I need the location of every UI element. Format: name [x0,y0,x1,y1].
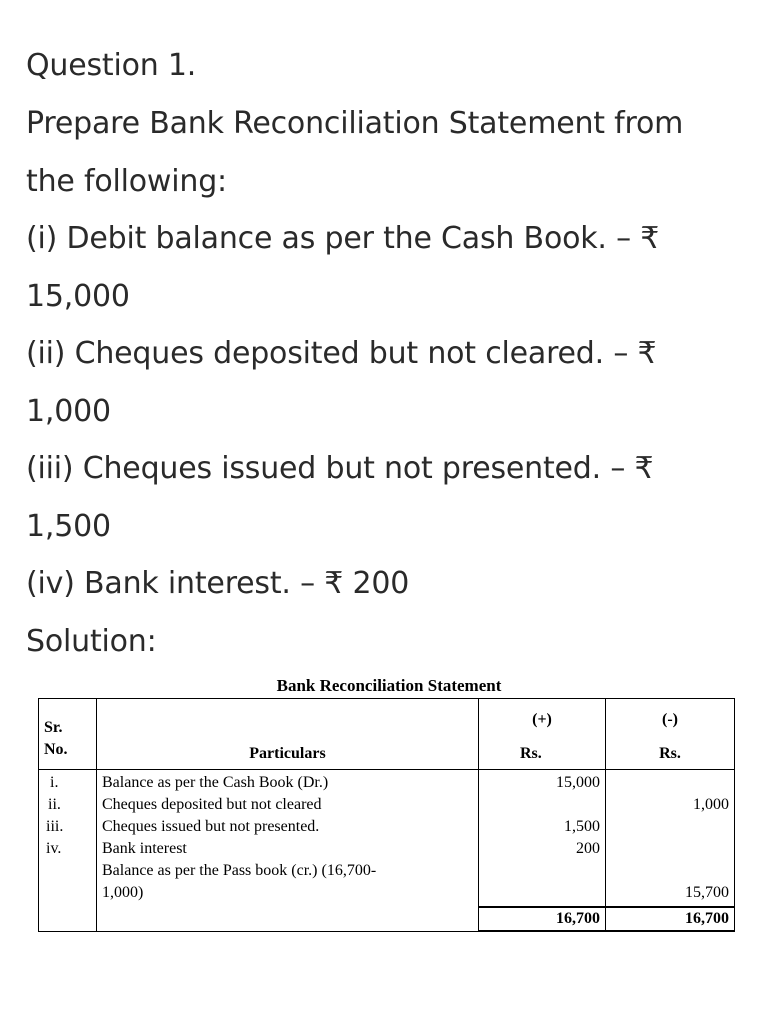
plus-header [479,699,606,770]
particulars-column [97,770,479,908]
balance-particulars-line1: Balance as per the Pass book (cr.) (16,700- [102,862,377,879]
sr-cell: i. [50,774,59,791]
statement-title: Bank Reconciliation Statement [276,676,502,695]
minus-sign: (-) [662,711,678,728]
balance-minus-amount: 15,700 [685,884,729,901]
particulars-header [97,699,479,770]
particulars-header-label: Particulars [249,745,326,762]
sr-column [39,770,97,908]
minus-unit: Rs. [659,745,681,762]
totals-row [39,907,735,931]
particulars-cell: Cheques issued but not presented. [102,818,320,835]
question-line-3: (i) Debit balance as per the Cash Book. – ₹ [26,221,660,256]
totals-sr-cell [39,907,97,931]
question-line-2: the following: [26,164,227,199]
totals-particulars-cell [97,907,479,931]
question-line-4: 15,000 [26,279,130,314]
sr-header-line2: No. [44,741,68,758]
total-plus: 16,700 [479,907,606,931]
sr-cell: ii. [48,796,61,813]
body-row [39,770,735,908]
sr-header-line1: Sr. [44,719,63,736]
question-line-1: Prepare Bank Reconciliation Statement from [26,106,684,141]
reconciliation-table [38,698,735,932]
question-line-7: (iii) Cheques issued but not presented. – ₹ [26,451,654,486]
question-line-5: (ii) Cheques deposited but not cleared. – ₹ [26,336,657,371]
particulars-cell: Cheques deposited but not cleared [102,796,322,813]
balance-particulars-line2: 1,000) [102,884,144,901]
header-row [39,699,735,770]
solution-label: Solution: [26,624,157,659]
particulars-cell: Balance as per the Cash Book (Dr.) [102,774,329,791]
plus-column [479,770,606,908]
minus-header [606,699,735,770]
sr-header [39,699,97,770]
total-minus: 16,700 [606,907,735,931]
minus-amount [611,772,729,794]
plus-sign: (+) [532,711,552,728]
plus-amount: 200 [576,840,600,857]
question-line-6: 1,000 [26,394,111,429]
minus-amount [611,816,729,838]
plus-amount [484,794,600,816]
sr-cell: iv. [46,840,62,857]
particulars-cell: Bank interest [102,840,187,857]
minus-column [606,770,735,908]
question-line-8: 1,500 [26,509,111,544]
plus-amount: 1,500 [564,818,600,835]
question-line-9: (iv) Bank interest. – ₹ 200 [26,566,410,601]
minus-amount [611,838,729,860]
plus-unit: Rs. [520,745,542,762]
minus-amount: 1,000 [693,796,729,813]
question-heading: Question 1. [26,48,197,83]
sr-cell: iii. [46,818,64,835]
plus-amount: 15,000 [556,774,600,791]
